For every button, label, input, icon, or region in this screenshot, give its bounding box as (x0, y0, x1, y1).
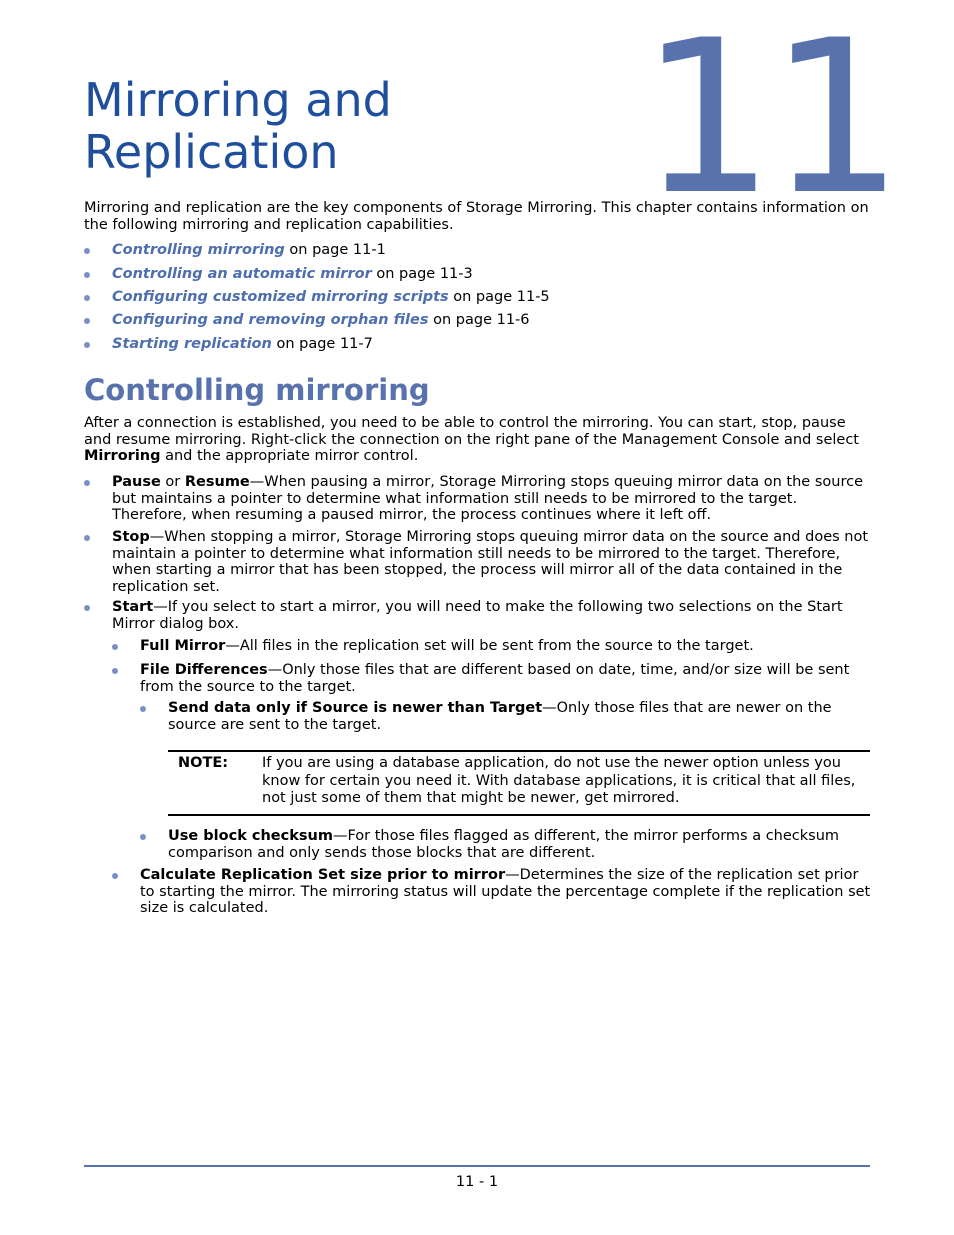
bullet-icon (84, 535, 90, 541)
bullet-icon (84, 272, 90, 278)
bullet-file-differences-text: —Only those files that are different based on date, time, and/or size will be sent from the source to the target. (140, 662, 850, 695)
toc-link[interactable]: Controlling an automatic mirror (112, 266, 372, 282)
chapter-title (84, 74, 392, 178)
toc-link[interactable]: Configuring customized mirroring scripts (112, 289, 449, 305)
bullet-stop (84, 529, 874, 595)
bullet-pause-or: or (160, 474, 185, 490)
bullet-block-checksum (140, 828, 870, 861)
bullet-full-mirror-label: Full Mirror (140, 638, 226, 654)
chapter-title-line1: Mirroring and (84, 73, 392, 127)
chapter-number: 11 (640, 0, 898, 241)
bullet-icon (84, 342, 90, 348)
toc-link[interactable]: Controlling mirroring (112, 242, 285, 258)
intro-paragraph: Mirroring and replication are the key components of Storage Mirroring. This chapter contains information on the following mirroring and replication capabilities. (84, 200, 869, 233)
toc-page-ref: on page 11-5 (448, 289, 550, 305)
bullet-icon (84, 605, 90, 611)
section-text-bold: Mirroring (84, 448, 161, 464)
bullet-icon (112, 644, 118, 650)
bullet-full-mirror (112, 638, 874, 655)
bullet-start-label: Start (112, 599, 154, 615)
bullet-file-differences (112, 662, 874, 695)
bullet-icon (140, 834, 146, 840)
bullet-calculate-size (112, 867, 874, 917)
footer-rule (84, 1165, 870, 1167)
bullet-icon (112, 668, 118, 674)
bullet-stop-label: Stop (112, 529, 150, 545)
bullet-start-text: —If you select to start a mirror, you will need to make the following two selections on the Start Mirror dialog box. (112, 599, 843, 632)
bullet-stop-text: —When stopping a mirror, Storage Mirroring stops queuing mirror data on the source and does not maintain a pointer to determine what information still needs to be mirrored to the target. Therefore, when starting a mirror that has been stopped, the process will mirror all of the data contained in the replication set. (112, 529, 869, 595)
toc-page-ref: on page 11-7 (271, 336, 373, 352)
bullet-newer-option (140, 700, 870, 733)
section-heading: Controlling mirroring (84, 373, 430, 407)
bullet-icon (84, 248, 90, 254)
toc-page-ref: on page 11-3 (371, 266, 473, 282)
section-paragraph (84, 415, 874, 465)
bullet-start (84, 599, 874, 632)
note-box (168, 750, 870, 816)
toc-link[interactable]: Configuring and removing orphan files (112, 312, 429, 328)
bullet-calculate-text: —Determines the size of the replication set prior to starting the mirror. The mirroring status will update the percentage complete if the replication set size is calculated. (140, 867, 871, 916)
bullet-full-mirror-text: —All files in the replication set will be sent from the source to the target. (225, 638, 754, 654)
bullet-icon (84, 295, 90, 301)
toc-page-ref: on page 11-1 (284, 242, 386, 258)
bullet-checksum-label: Use block checksum (168, 828, 333, 844)
bullet-icon (140, 706, 146, 712)
toc-page-ref: on page 11-6 (428, 312, 530, 328)
note-text: If you are using a database application, do not use the newer option unless you know for certain you need it. With database applications, it is critical that all files, not just some of them that might be newer, get mirrored. (262, 755, 856, 806)
section-text-b: and the appropriate mirror control. (160, 448, 419, 464)
bullet-newer-label: Send data only if Source is newer than Target (168, 700, 543, 716)
bullet-resume-label: Resume (184, 474, 250, 490)
toc-link[interactable]: Starting replication (112, 336, 272, 352)
bullet-file-differences-label: File Differences (140, 662, 268, 678)
bullet-newer-text: —Only those files that are newer on the source are sent to the target. (168, 700, 832, 733)
bullet-icon (112, 873, 118, 879)
bullet-pause (84, 474, 874, 524)
bullet-calculate-label: Calculate Replication Set size prior to mirror (140, 867, 506, 883)
section-text-a: After a connection is established, you need to be able to control the mirroring. You can start, stop, pause and resume mirroring. Right-click the connection on the right pane of the Management Console and select (84, 415, 859, 448)
bullet-icon (84, 318, 90, 324)
bullet-checksum-text: —For those files flagged as different, the mirror performs a checksum comparison and only sends those blocks that are different. (168, 828, 840, 861)
page-number: 11 - 1 (455, 1174, 499, 1190)
bullet-icon (84, 480, 90, 486)
chapter-title-line2: Replication (84, 125, 339, 179)
bullet-pause-text: —When pausing a mirror, Storage Mirroring stops queuing mirror data on the source but maintains a pointer to determine what information still needs to be mirrored to the target. Therefore, when resuming a paused mirror, the process continues where it left off. (112, 474, 863, 523)
note-label: NOTE: (178, 755, 229, 771)
bullet-pause-label: Pause (112, 474, 161, 490)
